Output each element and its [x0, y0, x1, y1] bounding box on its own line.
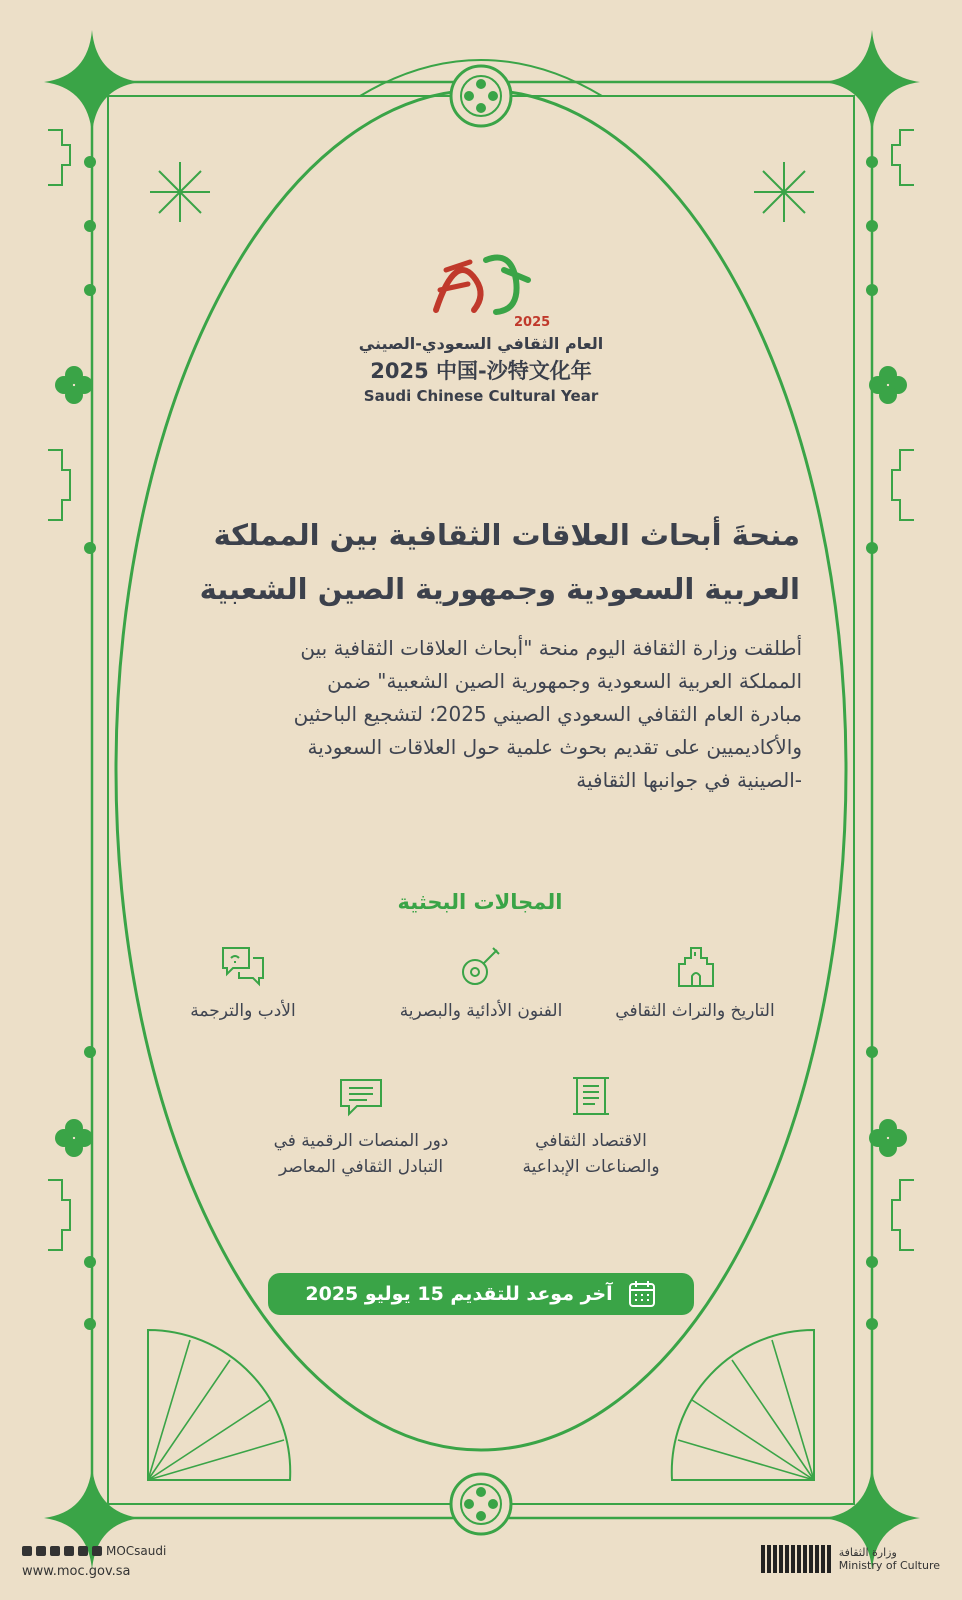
- field-literature-translation: [128, 940, 358, 1024]
- social-handle[interactable]: MOCsaudi: [106, 1544, 167, 1558]
- field-digital-platforms: [246, 1070, 476, 1180]
- field-cultural-economy: [476, 1070, 706, 1180]
- calendar-icon: [627, 1279, 657, 1309]
- body-line: أطلقت وزارة الثقافة اليوم منحة "أبحاث العلاقات الثقافية بين: [300, 636, 802, 660]
- deadline-badge: [268, 1273, 694, 1315]
- field-label: الفنون الأدائية والبصرية: [399, 1001, 563, 1021]
- instagram-icon[interactable]: [36, 1546, 46, 1556]
- cultural-year-logo: [331, 240, 631, 405]
- speech-bubbles-icon: [128, 940, 358, 988]
- fortress-icon: [580, 940, 810, 988]
- field-label-line-1: دور المنصات الرقمية في: [273, 1131, 449, 1151]
- body-line: مبادرة العام الثقافي السعودي الصيني 2025؛ لتشجيع الباحثين: [293, 702, 802, 726]
- snapchat-icon[interactable]: [92, 1546, 102, 1556]
- facebook-icon[interactable]: [50, 1546, 60, 1556]
- oud-icon: [366, 940, 596, 988]
- logo-title-chinese: 2025 中国-沙特文化年: [370, 359, 592, 383]
- page-title: [160, 508, 800, 616]
- calligraphy-mark-icon: [416, 240, 551, 330]
- field-label: الأدب والترجمة: [190, 1001, 296, 1021]
- message-icon: [246, 1070, 476, 1118]
- field-label-line-2: التبادل الثقافي المعاصر: [278, 1157, 444, 1177]
- field-history-heritage: [580, 940, 810, 1024]
- youtube-icon[interactable]: [78, 1546, 88, 1556]
- field-label-line-1: الاقتصاد الثقافي: [535, 1131, 647, 1151]
- x-icon[interactable]: [22, 1546, 32, 1556]
- announcement-body: [156, 632, 802, 797]
- ministry-name-english: Ministry of Culture: [838, 1559, 940, 1572]
- headline-line-1: منحةَ أبحاث العلاقات الثقافية بين المملكة: [213, 518, 800, 552]
- ministry-emblem-icon: [761, 1545, 831, 1573]
- body-line: والأكاديميين على تقديم بحوث علمية حول العلاقات السعودية: [307, 735, 802, 759]
- svg-text:2025: 2025: [514, 315, 551, 330]
- deadline-text: آخر موعد للتقديم 15 يوليو 2025: [305, 1283, 613, 1305]
- logo-title-arabic: العام الثقافي السعودي-الصيني: [358, 334, 604, 353]
- ministry-logo: [761, 1545, 940, 1573]
- field-performing-visual-arts: [366, 940, 596, 1024]
- field-label: التاريخ والتراث الثقافي: [615, 1001, 775, 1021]
- field-label-line-2: والصناعات الإبداعية: [522, 1157, 660, 1177]
- scroll-icon: [476, 1070, 706, 1118]
- footer-social: [22, 1544, 166, 1579]
- website-link[interactable]: www.moc.gov.sa: [22, 1564, 131, 1579]
- body-line: -الصينية في جوانبها الثقافية: [576, 768, 802, 792]
- tiktok-icon[interactable]: [64, 1546, 74, 1556]
- ministry-name-arabic: وزارة الثقافة: [838, 1546, 897, 1559]
- logo-title-english: Saudi Chinese Cultural Year: [363, 387, 599, 405]
- fields-section-title: المجالات البحثية: [397, 890, 563, 914]
- body-line: المملكة العربية السعودية وجمهورية الصين الشعبية" ضمن: [327, 669, 802, 693]
- headline-line-2: العربية السعودية وجمهورية الصين الشعبية: [199, 572, 800, 606]
